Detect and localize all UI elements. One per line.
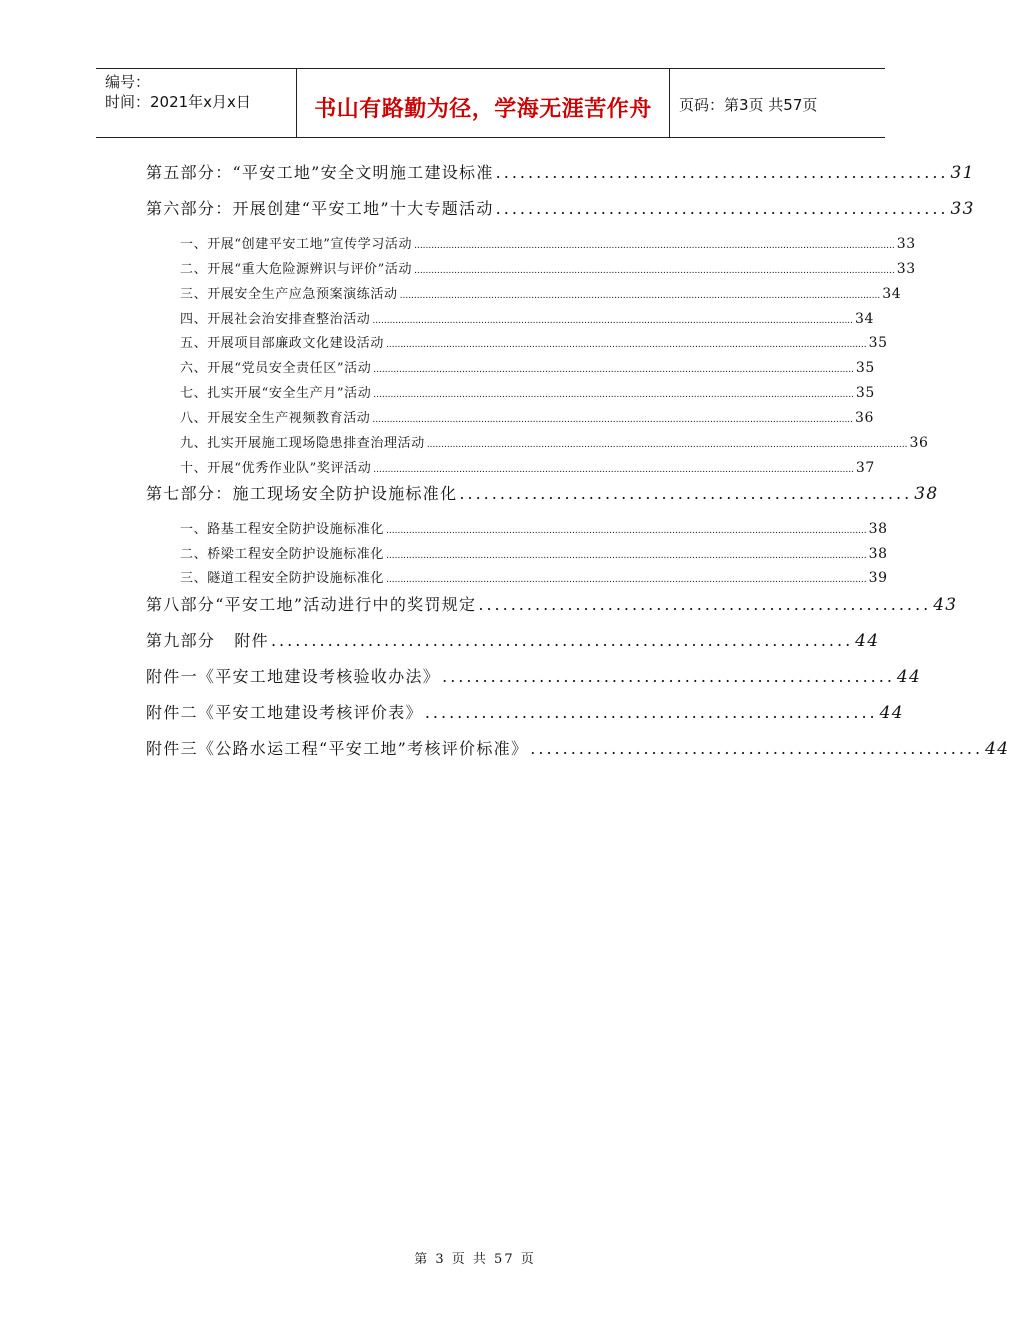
toc-entry-page: 36 bbox=[855, 410, 875, 426]
serial-label: 编号： bbox=[105, 73, 151, 91]
toc-subentry bbox=[180, 308, 875, 327]
toc-entry-page: 37 bbox=[855, 460, 875, 476]
toc-leader-dots: ........................................................ bbox=[495, 199, 949, 218]
toc-leader-dots: ........................................................................ bbox=[270, 631, 854, 650]
toc-leader-dots: ........................................................ bbox=[459, 484, 913, 503]
toc-entry bbox=[146, 700, 904, 723]
toc-entry-page: 36 bbox=[909, 435, 929, 451]
toc-entry-page: 43 bbox=[933, 595, 958, 615]
toc-leader-dots: ........................................................................................................................................................................ bbox=[399, 291, 881, 301]
header-page-info: 页码：第3页 共57页 bbox=[679, 96, 818, 114]
toc-leader-dots: ........................................................ bbox=[530, 739, 984, 758]
toc-entry-page: 38 bbox=[914, 484, 939, 504]
toc-entry-title: 九、扎实开展施工现场隐患排查治理活动 bbox=[180, 436, 425, 451]
page-header bbox=[96, 68, 885, 138]
toc-leader-dots: ........................................................................................................................................................................ bbox=[414, 266, 895, 276]
time-label: 时间：2021年x月x日 bbox=[105, 93, 251, 111]
toc-entry bbox=[146, 481, 939, 504]
toc-leader-dots: ........................................................................................................................................................................ bbox=[372, 415, 854, 425]
toc-entry bbox=[146, 592, 958, 615]
toc-entry-title: 二、桥梁工程安全防护设施标准化 bbox=[180, 547, 385, 562]
toc-subentry bbox=[180, 258, 916, 277]
toc-leader-dots: ........................................................................................................................................................................ bbox=[414, 241, 895, 251]
header-meta-cell bbox=[96, 69, 296, 137]
header-motto-cell bbox=[296, 69, 670, 137]
toc-leader-dots: ........................................................................................................................................................................ bbox=[373, 365, 854, 375]
toc-entry-title: 三、隧道工程安全防护设施标准化 bbox=[180, 571, 385, 586]
toc-entry-title: 附件二《平安工地建设考核评价表》 bbox=[146, 703, 423, 722]
toc-entry-title: 附件一《平安工地建设考核验收办法》 bbox=[146, 667, 441, 686]
toc-subentry bbox=[180, 283, 902, 302]
toc-entry-title: 十、开展“优秀作业队”奖评活动 bbox=[180, 461, 372, 476]
toc-entry-title: 二、开展“重大危险源辨识与评价”活动 bbox=[180, 262, 413, 277]
toc-entry bbox=[146, 736, 1009, 759]
toc-entry-page: 34 bbox=[855, 311, 875, 327]
toc-entry-title: 第五部分：“平安工地”安全文明施工建设标准 bbox=[146, 163, 494, 182]
header-motto: 书山有路勤为径，学海无涯苦作舟 bbox=[314, 97, 652, 122]
toc-leader-dots: ........................................................................................................................................................................ bbox=[386, 526, 867, 536]
toc-entry-page: 38 bbox=[868, 521, 888, 537]
toc-entry-title: 第七部分：施工现场安全防护设施标准化 bbox=[146, 484, 458, 503]
toc-leader-dots: ........................................................................................................................................................................ bbox=[386, 575, 867, 585]
toc-entry-page: 33 bbox=[896, 236, 916, 252]
toc-entry-page: 33 bbox=[950, 199, 975, 219]
toc-entry bbox=[146, 628, 880, 651]
toc-entry-title: 第六部分：开展创建“平安工地”十大专题活动 bbox=[146, 199, 494, 218]
toc-subentry bbox=[180, 457, 875, 476]
toc-leader-dots: ........................................................................................................................................................................ bbox=[373, 465, 854, 475]
toc-entry-page: 34 bbox=[882, 286, 902, 302]
toc-leader-dots: ........................................................................................................................................................................ bbox=[386, 551, 867, 561]
toc-leader-dots: ........................................................ bbox=[495, 163, 949, 182]
toc-entry-title: 附件三《公路水运工程“平安工地”考核评价标准》 bbox=[146, 739, 529, 758]
toc-subentry bbox=[180, 407, 875, 426]
toc-entry-page: 35 bbox=[855, 385, 875, 401]
toc-entry-page: 38 bbox=[868, 546, 888, 562]
toc-subentry bbox=[180, 332, 888, 351]
toc-entry-title: 四、开展社会治安排查整治活动 bbox=[180, 312, 371, 327]
toc-entry-title: 一、开展“创建平安工地”宣传学习活动 bbox=[180, 237, 413, 252]
toc-entry-title: 第八部分“平安工地”活动进行中的奖罚规定 bbox=[146, 595, 477, 614]
toc-entry-page: 44 bbox=[896, 667, 922, 687]
toc-entry-title: 一、路基工程安全防护设施标准化 bbox=[180, 522, 385, 537]
toc-subentry bbox=[180, 357, 875, 376]
toc-entry-title: 三、开展安全生产应急预案演练活动 bbox=[180, 287, 398, 302]
toc-entry bbox=[146, 160, 975, 183]
toc-entry-page: 44 bbox=[879, 703, 904, 723]
toc-entry-page: 44 bbox=[985, 739, 1009, 759]
toc-leader-dots: ........................................................................................................................................................................ bbox=[372, 316, 854, 326]
toc-entry-page: 39 bbox=[868, 570, 888, 586]
toc-leader-dots: ........................................................................................................................................................................ bbox=[426, 440, 908, 450]
toc-leader-dots: ........................................................ bbox=[478, 595, 932, 614]
toc-entry-page: 35 bbox=[868, 335, 888, 351]
toc-entry-title: 六、开展“党员安全责任区”活动 bbox=[180, 361, 372, 376]
toc-subentry bbox=[180, 567, 888, 586]
toc-subentry bbox=[180, 518, 888, 537]
toc-entry bbox=[146, 664, 922, 687]
toc-entry-page: 35 bbox=[855, 360, 875, 376]
toc-subentry bbox=[180, 432, 929, 451]
toc-subentry bbox=[180, 543, 888, 562]
toc-leader-dots: ........................................................................................................................................................................ bbox=[386, 340, 867, 350]
toc-entry-title: 五、开展项目部廉政文化建设活动 bbox=[180, 336, 385, 351]
toc-entry-page: 44 bbox=[855, 631, 880, 651]
toc-entry bbox=[146, 196, 975, 219]
toc-entry-page: 33 bbox=[896, 261, 916, 277]
toc-entry-title: 七、扎实开展“安全生产月”活动 bbox=[180, 386, 372, 401]
toc-subentry bbox=[180, 233, 916, 252]
toc-leader-dots: ........................................................ bbox=[424, 703, 878, 722]
page-footer: 第 3 页 共 57 页 bbox=[414, 1252, 536, 1267]
toc-entry-page: 31 bbox=[950, 163, 975, 183]
toc-subentry bbox=[180, 382, 875, 401]
toc-entry-title: 第九部分 附件 bbox=[146, 631, 269, 650]
header-page-cell bbox=[669, 69, 885, 137]
toc-entry-title: 八、开展安全生产视频教育活动 bbox=[180, 411, 371, 426]
toc-leader-dots: ........................................................ bbox=[442, 667, 895, 686]
toc-leader-dots: ........................................................................................................................................................................ bbox=[373, 390, 854, 400]
